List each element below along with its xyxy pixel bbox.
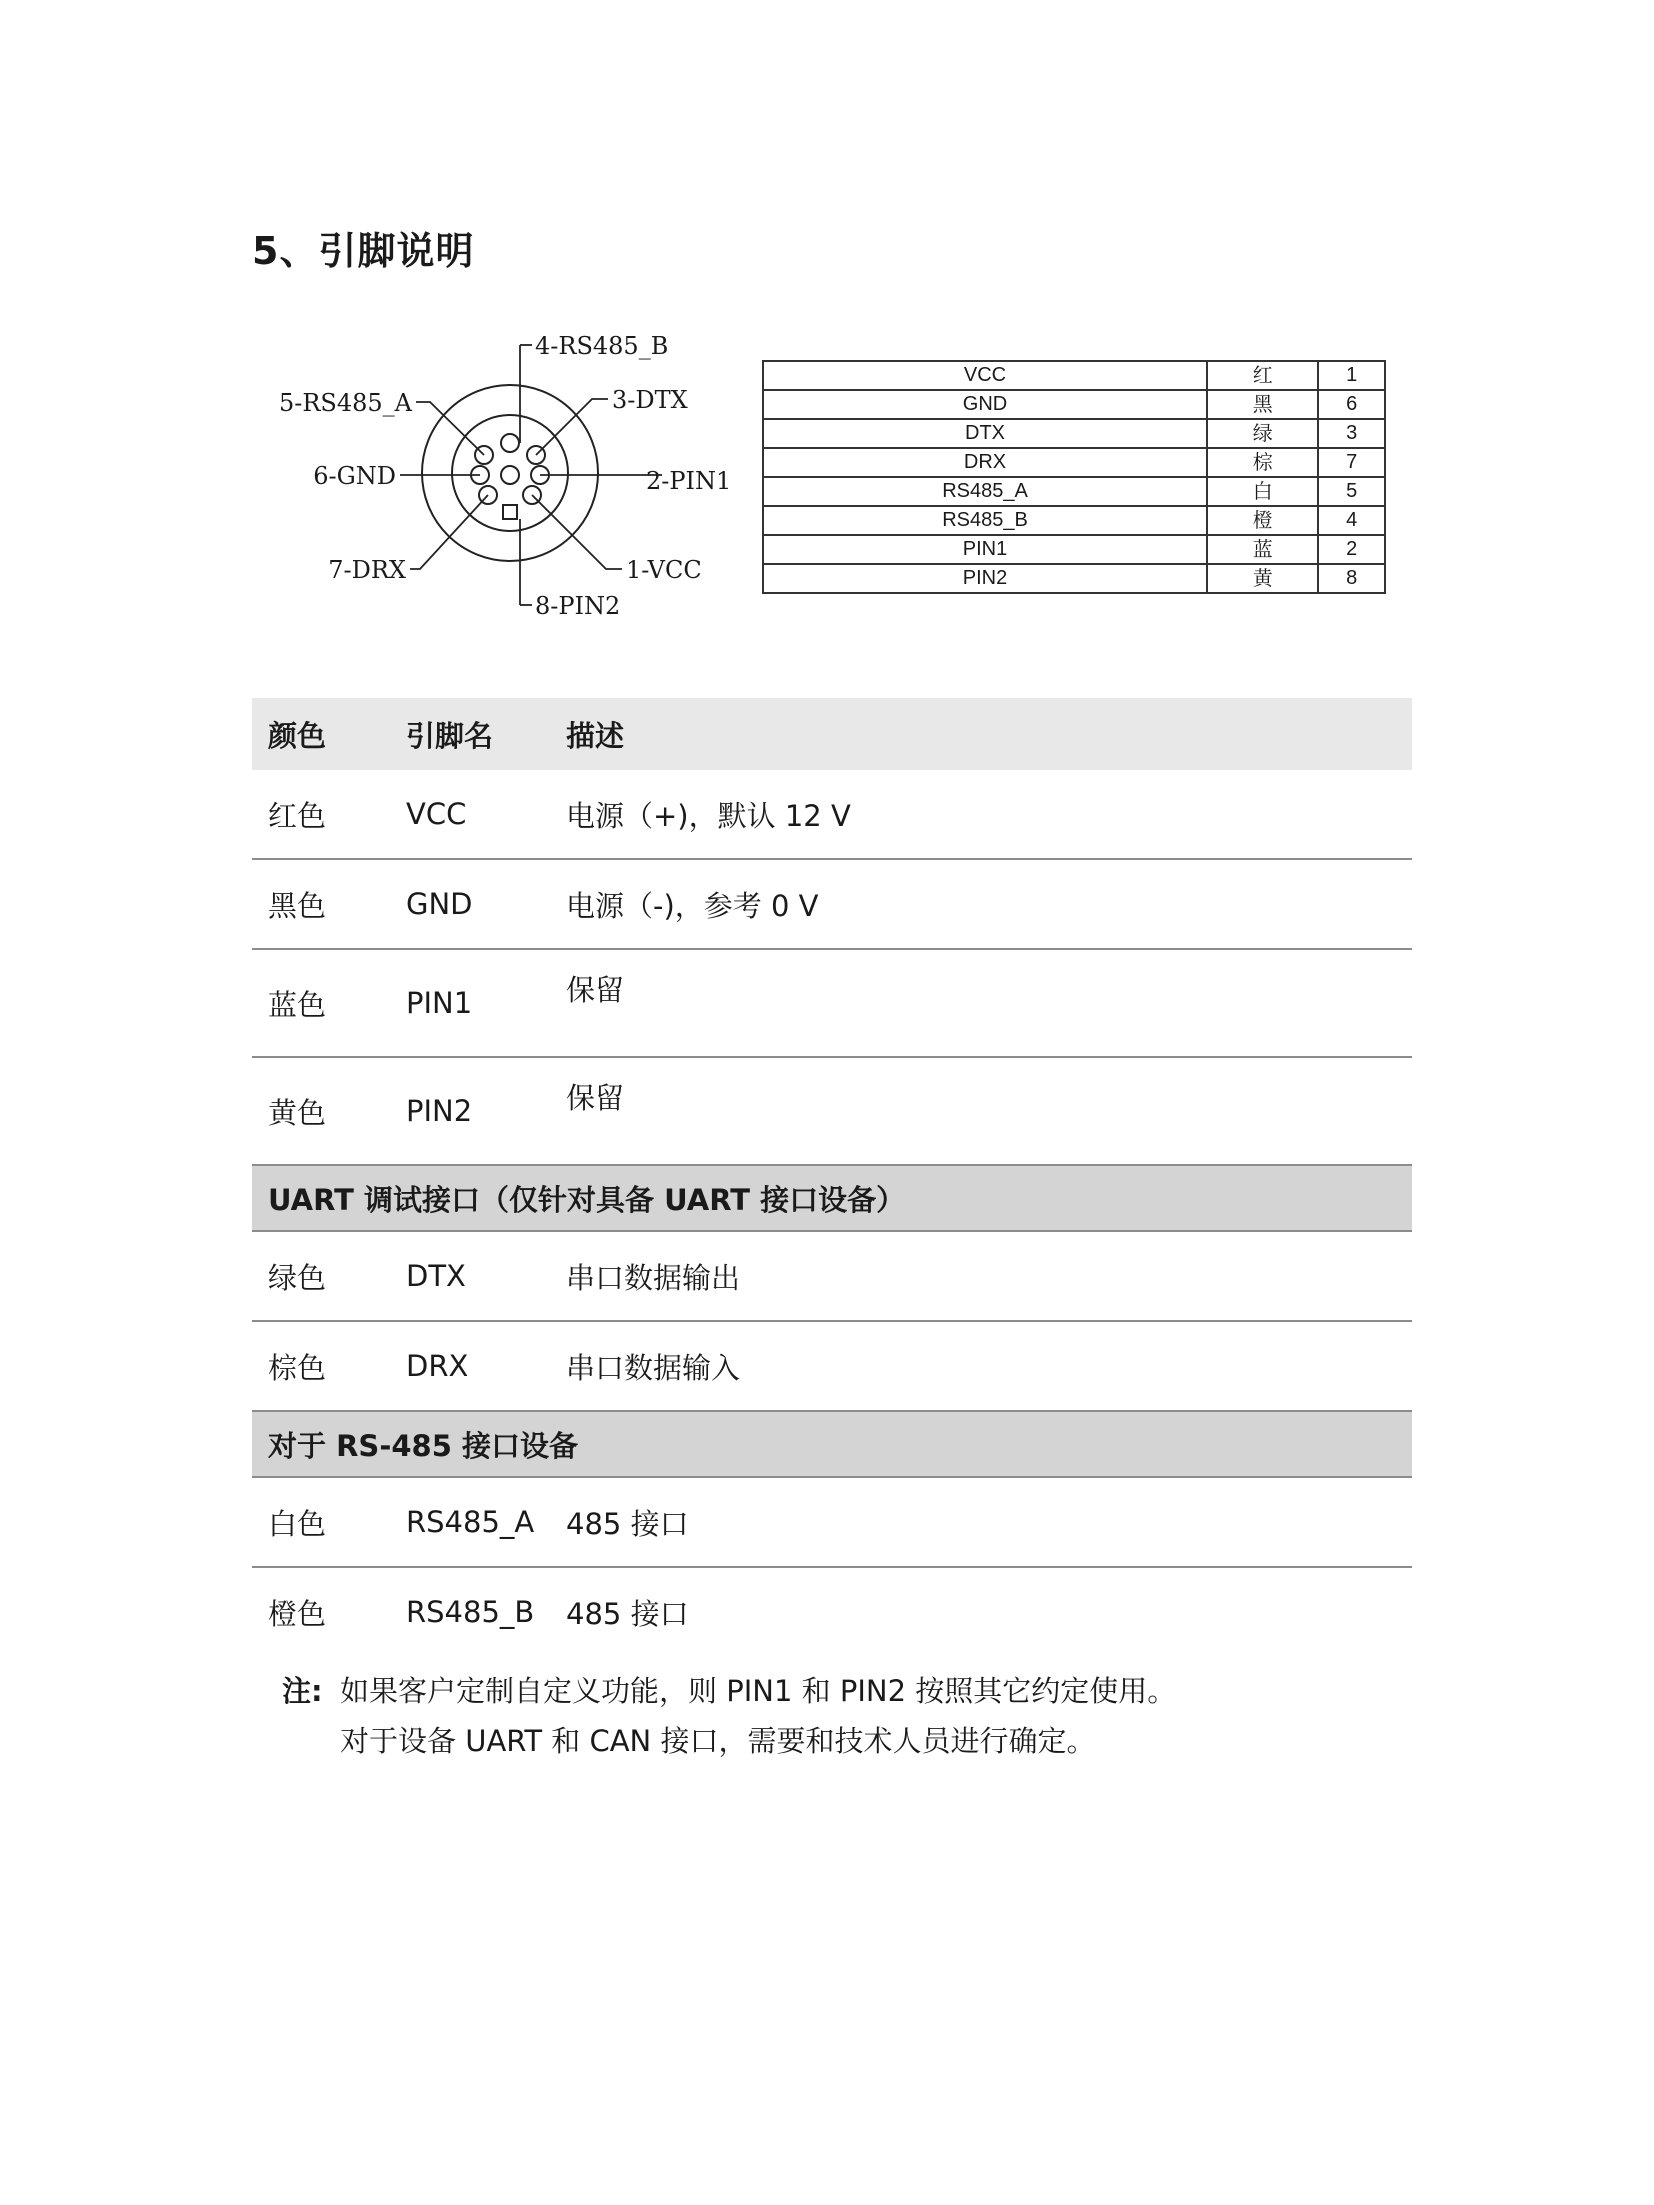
mapping-signal: DRX — [763, 448, 1207, 477]
key-notch — [503, 505, 517, 519]
note-line-1: 如果客户定制自定义功能，则 PIN1 和 PIN2 按照其它约定使用。 — [340, 1674, 1177, 1708]
label-pin-8: 8-PIN2 — [535, 592, 621, 620]
cell-description: 电源（-)，参考 0 V — [550, 859, 1412, 949]
cell-pin: PIN1 — [390, 949, 550, 1057]
table-row — [252, 949, 1412, 1057]
table-row — [252, 1321, 1412, 1411]
table-row — [252, 770, 1412, 859]
cell-color: 黄色 — [252, 1057, 390, 1165]
table-row — [252, 1057, 1412, 1165]
table-row — [252, 859, 1412, 949]
mapping-row — [763, 361, 1385, 390]
cell-description: 485 接口 — [566, 1596, 689, 1631]
label-pin-6: 6-GND — [313, 462, 396, 490]
mapping-color: 绿 — [1207, 419, 1318, 448]
cell-pin: DTX — [390, 1231, 550, 1321]
pin-4 — [501, 434, 519, 452]
mapping-signal: VCC — [763, 361, 1207, 390]
note-block — [282, 1666, 1176, 1766]
pin-center — [501, 466, 519, 484]
cell-description: 串口数据输入 — [550, 1321, 1412, 1411]
cell-pin: VCC — [390, 770, 550, 859]
section-title-rs485: 对于 RS-485 接口设备 — [252, 1411, 1412, 1477]
cell-pin: GND — [390, 859, 550, 949]
header-pin-name: 引脚名 — [390, 698, 550, 770]
mapping-row — [763, 448, 1385, 477]
mapping-row — [763, 419, 1385, 448]
pin-description-table — [252, 698, 1412, 1656]
connector-pin-diagram — [270, 325, 730, 625]
mapping-color: 蓝 — [1207, 535, 1318, 564]
section-row-rs485 — [252, 1411, 1412, 1477]
label-pin-5: 5-RS485_A — [278, 389, 412, 417]
cell-color: 黑色 — [252, 859, 390, 949]
table-header-row — [252, 698, 1412, 770]
mapping-row — [763, 535, 1385, 564]
mapping-color: 黄 — [1207, 564, 1318, 593]
mapping-signal: PIN1 — [763, 535, 1207, 564]
cell-color: 红色 — [252, 770, 390, 859]
cell-pin: RS485_B — [406, 1595, 535, 1629]
section-row-uart — [252, 1165, 1412, 1231]
header-description: 描述 — [550, 698, 1412, 770]
mapping-color: 棕 — [1207, 448, 1318, 477]
page-title: 5、引脚说明 — [252, 229, 475, 273]
mapping-signal: GND — [763, 390, 1207, 419]
header-color: 颜色 — [252, 698, 390, 770]
mapping-signal: PIN2 — [763, 564, 1207, 593]
mapping-pin-number: 6 — [1318, 390, 1385, 419]
cell-description: 保留 — [550, 949, 1412, 1057]
cell-color: 白色 — [252, 1477, 390, 1567]
note-label: 注: — [282, 1674, 323, 1708]
mapping-row — [763, 390, 1385, 419]
mapping-signal: DTX — [763, 419, 1207, 448]
pin-color-mapping-table — [762, 360, 1386, 594]
table-row — [252, 1477, 1412, 1567]
table-row — [252, 1567, 1412, 1656]
label-pin-1: 1-VCC — [626, 556, 702, 584]
section-title-uart: UART 调试接口（仅针对具备 UART 接口设备） — [252, 1165, 1412, 1231]
mapping-pin-number: 2 — [1318, 535, 1385, 564]
cell-description: 485 接口 — [550, 1477, 1412, 1567]
cell-color: 棕色 — [252, 1321, 390, 1411]
cell-pin: PIN2 — [390, 1057, 550, 1165]
cell-pin: RS485_A — [390, 1477, 550, 1567]
cell-color: 蓝色 — [252, 949, 390, 1057]
mapping-color: 白 — [1207, 477, 1318, 506]
mapping-row — [763, 477, 1385, 506]
mapping-pin-number: 1 — [1318, 361, 1385, 390]
mapping-pin-number: 7 — [1318, 448, 1385, 477]
note-line-2: 对于设备 UART 和 CAN 接口，需要和技术人员进行确定。 — [340, 1724, 1096, 1758]
mapping-signal: RS485_B — [763, 506, 1207, 535]
mapping-color: 黑 — [1207, 390, 1318, 419]
cell-color: 橙色 — [268, 1596, 327, 1631]
label-pin-7: 7-DRX — [328, 556, 406, 584]
label-pin-2: 2-PIN1 — [646, 467, 730, 495]
mapping-row — [763, 506, 1385, 535]
label-pin-3: 3-DTX — [612, 386, 688, 414]
mapping-pin-number: 3 — [1318, 419, 1385, 448]
mapping-pin-number: 5 — [1318, 477, 1385, 506]
mapping-row — [763, 564, 1385, 593]
cell-description: 保留 — [550, 1057, 1412, 1165]
mapping-color: 红 — [1207, 361, 1318, 390]
cell-description: 串口数据输出 — [550, 1231, 1412, 1321]
cell-color: 绿色 — [252, 1231, 390, 1321]
label-pin-4: 4-RS485_B — [535, 332, 669, 360]
mapping-pin-number: 8 — [1318, 564, 1385, 593]
mapping-signal: RS485_A — [763, 477, 1207, 506]
cell-description: 电源（+)，默认 12 V — [550, 770, 1412, 859]
mapping-color: 橙 — [1207, 506, 1318, 535]
mapping-pin-number: 4 — [1318, 506, 1385, 535]
table-row — [252, 1231, 1412, 1321]
cell-pin: DRX — [390, 1321, 550, 1411]
